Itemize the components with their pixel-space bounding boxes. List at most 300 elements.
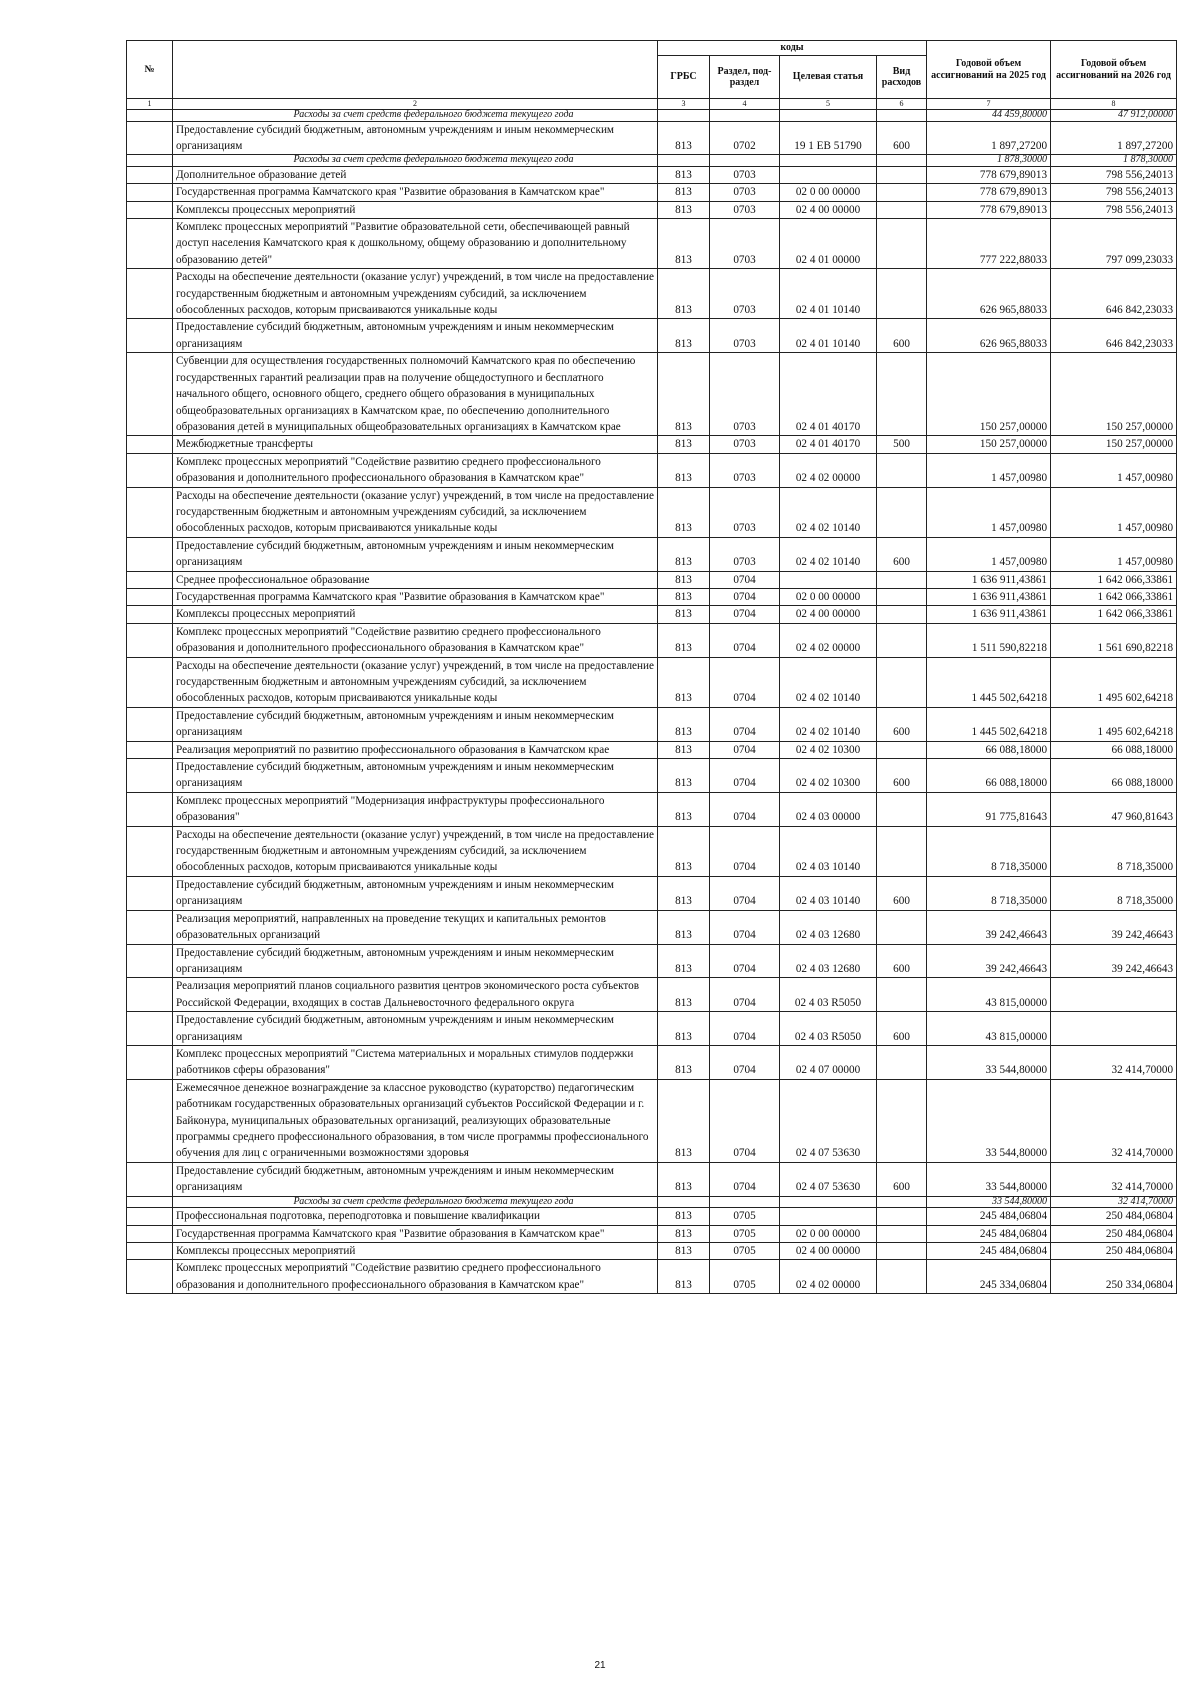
row-num-cell <box>127 623 173 657</box>
row-section-cell: 0705 <box>710 1242 780 1259</box>
row-year1-cell: 150 257,00000 <box>927 353 1051 436</box>
row-year2-cell: 66 088,18000 <box>1051 759 1177 793</box>
row-year2-cell: 250 334,06804 <box>1051 1260 1177 1294</box>
row-type-cell: 600 <box>877 1012 927 1046</box>
row-num-cell <box>127 201 173 218</box>
row-type-cell: 600 <box>877 537 927 571</box>
row-year2-cell <box>1051 978 1177 1012</box>
row-grbs-cell: 813 <box>658 588 710 605</box>
row-section-cell: 0705 <box>710 1225 780 1242</box>
row-section-cell: 0705 <box>710 1208 780 1225</box>
row-type-cell <box>877 110 927 122</box>
row-target-cell <box>780 1208 877 1225</box>
row-name-cell: Комплексы процессных мероприятий <box>173 606 658 623</box>
row-name-cell: Расходы за счет средств федерального бюджета текущего года <box>173 110 658 122</box>
row-section-cell: 0704 <box>710 606 780 623</box>
table-row <box>127 1079 1177 1162</box>
table-row <box>127 588 1177 605</box>
row-section-cell: 0704 <box>710 623 780 657</box>
row-num-cell <box>127 436 173 453</box>
row-target-cell: 02 4 03 10140 <box>780 876 877 910</box>
row-year2-cell: 250 484,06804 <box>1051 1242 1177 1259</box>
row-target-cell: 02 4 01 40170 <box>780 353 877 436</box>
row-target-cell: 02 0 00 00000 <box>780 184 877 201</box>
row-year1-cell: 43 815,00000 <box>927 1012 1051 1046</box>
row-name-cell: Комплексы процессных мероприятий <box>173 1242 658 1259</box>
row-grbs-cell: 813 <box>658 436 710 453</box>
row-grbs-cell: 813 <box>658 219 710 269</box>
row-target-cell: 02 4 01 00000 <box>780 219 877 269</box>
row-name-cell: Комплекс процессных мероприятий "Модернизация инфраструктуры профессионального образования" <box>173 792 658 826</box>
table-row <box>127 1012 1177 1046</box>
row-target-cell <box>780 571 877 588</box>
row-num-cell <box>127 1225 173 1242</box>
row-name-cell: Предоставление субсидий бюджетным, автономным учреждениям и иным некоммерческим организациям <box>173 707 658 741</box>
row-grbs-cell: 813 <box>658 353 710 436</box>
budget-table <box>126 40 1177 1294</box>
row-type-cell <box>877 1260 927 1294</box>
row-name-cell: Комплексы процессных мероприятий <box>173 201 658 218</box>
row-grbs-cell: 813 <box>658 623 710 657</box>
row-section-cell: 0704 <box>710 588 780 605</box>
row-grbs-cell: 813 <box>658 759 710 793</box>
page-number: 21 <box>594 1660 606 1671</box>
row-num-cell <box>127 707 173 741</box>
header-section: Раздел, под-раздел <box>710 56 780 99</box>
row-type-cell: 600 <box>877 707 927 741</box>
row-target-cell: 02 4 02 00000 <box>780 453 877 487</box>
row-name-cell: Профессиональная подготовка, переподготовка и повышение квалификации <box>173 1208 658 1225</box>
table-row <box>127 741 1177 758</box>
row-type-cell <box>877 166 927 183</box>
header-num: № <box>127 41 173 99</box>
row-type-cell <box>877 184 927 201</box>
table-row <box>127 606 1177 623</box>
row-grbs-cell: 813 <box>658 453 710 487</box>
row-num-cell <box>127 1260 173 1294</box>
row-year2-cell: 1 642 066,33861 <box>1051 588 1177 605</box>
row-target-cell: 02 4 03 00000 <box>780 792 877 826</box>
row-year1-cell: 1 445 502,64218 <box>927 657 1051 707</box>
row-num-cell <box>127 606 173 623</box>
table-row <box>127 978 1177 1012</box>
table-row <box>127 1208 1177 1225</box>
row-section-cell: 0703 <box>710 184 780 201</box>
row-grbs-cell: 813 <box>658 876 710 910</box>
row-name-cell: Государственная программа Камчатского края "Развитие образования в Камчатском крае" <box>173 1225 658 1242</box>
row-section-cell: 0702 <box>710 121 780 155</box>
table-row <box>127 826 1177 876</box>
row-num-cell <box>127 571 173 588</box>
row-year2-cell: 8 718,35000 <box>1051 826 1177 876</box>
row-type-cell <box>877 269 927 319</box>
row-type-cell <box>877 571 927 588</box>
colnum-6: 6 <box>877 99 927 110</box>
row-name-cell: Комплекс процессных мероприятий "Содействие развитию среднего профессионального образования и дополнительного профессионального образования в Камчатском крае" <box>173 1260 658 1294</box>
row-type-cell <box>877 201 927 218</box>
colnum-2: 2 <box>173 99 658 110</box>
row-year1-cell: 778 679,89013 <box>927 201 1051 218</box>
row-grbs-cell: 813 <box>658 826 710 876</box>
row-name-cell: Межбюджетные трансферты <box>173 436 658 453</box>
row-year1-cell: 33 544,80000 <box>927 1079 1051 1162</box>
row-year1-cell: 626 965,88033 <box>927 269 1051 319</box>
colnum-1: 1 <box>127 99 173 110</box>
row-grbs-cell <box>658 1196 710 1208</box>
row-target-cell: 02 4 02 10140 <box>780 657 877 707</box>
row-target-cell: 02 4 07 53630 <box>780 1162 877 1196</box>
row-year1-cell: 778 679,89013 <box>927 166 1051 183</box>
row-grbs-cell <box>658 110 710 122</box>
row-num-cell <box>127 1242 173 1259</box>
row-num-cell <box>127 910 173 944</box>
row-target-cell: 02 4 01 10140 <box>780 319 877 353</box>
row-name-cell: Комплекс процессных мероприятий "Система материальных и моральных стимулов поддержки работников сферы образования" <box>173 1045 658 1079</box>
row-year2-cell: 250 484,06804 <box>1051 1208 1177 1225</box>
row-type-cell <box>877 487 927 537</box>
row-section-cell: 0704 <box>710 657 780 707</box>
row-type-cell <box>877 741 927 758</box>
row-year2-cell: 39 242,46643 <box>1051 910 1177 944</box>
table-row <box>127 759 1177 793</box>
row-target-cell <box>780 110 877 122</box>
row-year2-cell: 66 088,18000 <box>1051 741 1177 758</box>
row-num-cell <box>127 166 173 183</box>
row-year2-cell: 8 718,35000 <box>1051 876 1177 910</box>
row-target-cell: 02 4 02 10140 <box>780 537 877 571</box>
row-name-cell: Реализация мероприятий планов социального развития центров экономического роста субъектов Российской Федерации, входящих в состав Дальневосточного федерального округа <box>173 978 658 1012</box>
table-row <box>127 657 1177 707</box>
row-type-cell <box>877 1225 927 1242</box>
row-year1-cell: 626 965,88033 <box>927 319 1051 353</box>
header-target: Целевая статья <box>780 56 877 99</box>
budget-sheet <box>126 40 1176 1294</box>
row-year2-cell: 798 556,24013 <box>1051 166 1177 183</box>
row-grbs-cell: 813 <box>658 1079 710 1162</box>
row-year1-cell: 39 242,46643 <box>927 910 1051 944</box>
row-grbs-cell: 813 <box>658 1225 710 1242</box>
federal-budget-note-row <box>127 110 1177 122</box>
row-year1-cell: 66 088,18000 <box>927 759 1051 793</box>
row-name-cell: Субвенции для осуществления государственных полномочий Камчатского края по обеспечению государственных гарантий реализации прав на получение общедоступного и бесплатного начального общего, основного общего, среднего общего образования в муниципальных общеобразовательных организациях в Камчатском крае, по обеспечению дополнительного образования детей в муниципальных общеобразовательных организациях в Камчатском крае <box>173 353 658 436</box>
row-year1-cell: 1 457,00980 <box>927 453 1051 487</box>
row-grbs-cell: 813 <box>658 606 710 623</box>
row-name-cell: Государственная программа Камчатского края "Развитие образования в Камчатском крае" <box>173 588 658 605</box>
row-num-cell <box>127 269 173 319</box>
row-year2-cell: 150 257,00000 <box>1051 353 1177 436</box>
row-year1-cell: 1 511 590,82218 <box>927 623 1051 657</box>
row-target-cell <box>780 166 877 183</box>
row-type-cell: 600 <box>877 1162 927 1196</box>
row-year2-cell: 798 556,24013 <box>1051 201 1177 218</box>
row-year1-cell: 44 459,80000 <box>927 110 1051 122</box>
row-num-cell <box>127 657 173 707</box>
row-num-cell <box>127 184 173 201</box>
table-row <box>127 1260 1177 1294</box>
row-num-cell <box>127 1012 173 1046</box>
row-section-cell <box>710 155 780 167</box>
row-year1-cell: 245 484,06804 <box>927 1242 1051 1259</box>
row-grbs-cell: 813 <box>658 571 710 588</box>
table-row <box>127 537 1177 571</box>
table-row <box>127 269 1177 319</box>
row-name-cell: Предоставление субсидий бюджетным, автономным учреждениям и иным некоммерческим организациям <box>173 944 658 978</box>
row-target-cell: 02 4 02 10140 <box>780 487 877 537</box>
header-row-1 <box>127 41 1177 56</box>
row-name-cell: Предоставление субсидий бюджетным, автономным учреждениям и иным некоммерческим организациям <box>173 319 658 353</box>
row-type-cell: 500 <box>877 436 927 453</box>
row-num-cell <box>127 487 173 537</box>
row-num-cell <box>127 1045 173 1079</box>
row-target-cell: 02 4 07 00000 <box>780 1045 877 1079</box>
row-type-cell <box>877 588 927 605</box>
table-row <box>127 876 1177 910</box>
row-section-cell: 0703 <box>710 453 780 487</box>
row-section-cell: 0704 <box>710 876 780 910</box>
row-grbs-cell: 813 <box>658 792 710 826</box>
colnum-4: 4 <box>710 99 780 110</box>
row-section-cell: 0704 <box>710 1012 780 1046</box>
row-year2-cell: 646 842,23033 <box>1051 319 1177 353</box>
row-num-cell <box>127 319 173 353</box>
row-target-cell: 02 4 02 00000 <box>780 623 877 657</box>
table-row <box>127 166 1177 183</box>
row-year1-cell: 39 242,46643 <box>927 944 1051 978</box>
row-year1-cell: 1 636 911,43861 <box>927 571 1051 588</box>
row-target-cell: 02 4 03 12680 <box>780 910 877 944</box>
row-target-cell: 02 4 03 10140 <box>780 826 877 876</box>
row-name-cell: Ежемесячное денежное вознаграждение за классное руководство (кураторство) педагогическим работникам государственных образовательных организаций субъектов Российской Федерации и г. Байконура, муниципальных образовательных организаций, реализующих образовательные программы среднего профессионального образования, в том числе программы профессионального обучения для лиц с ограниченными возможностями здоровья <box>173 1079 658 1162</box>
row-section-cell: 0703 <box>710 219 780 269</box>
row-section-cell: 0703 <box>710 269 780 319</box>
row-num-cell <box>127 792 173 826</box>
column-number-row <box>127 99 1177 110</box>
row-num-cell <box>127 453 173 487</box>
row-target-cell <box>780 1196 877 1208</box>
row-type-cell <box>877 623 927 657</box>
row-num-cell <box>127 1162 173 1196</box>
row-year2-cell: 150 257,00000 <box>1051 436 1177 453</box>
row-grbs-cell: 813 <box>658 1012 710 1046</box>
row-name-cell: Дополнительное образование детей <box>173 166 658 183</box>
table-row <box>127 623 1177 657</box>
row-name-cell: Расходы на обеспечение деятельности (оказание услуг) учреждений, в том числе на предоставление государственным бюджетным и автономным учреждениям субсидий, за исключением обособленных расходов, которым присваиваются уникальные коды <box>173 826 658 876</box>
row-type-cell: 600 <box>877 876 927 910</box>
row-year2-cell: 32 414,70000 <box>1051 1079 1177 1162</box>
table-row <box>127 184 1177 201</box>
row-grbs-cell: 813 <box>658 1208 710 1225</box>
row-grbs-cell: 813 <box>658 910 710 944</box>
row-name-cell: Предоставление субсидий бюджетным, автономным учреждениям и иным некоммерческим организациям <box>173 876 658 910</box>
row-grbs-cell: 813 <box>658 537 710 571</box>
row-section-cell: 0704 <box>710 759 780 793</box>
table-body <box>127 110 1177 1294</box>
row-section-cell: 0704 <box>710 826 780 876</box>
row-type-cell <box>877 978 927 1012</box>
row-section-cell: 0703 <box>710 353 780 436</box>
row-target-cell: 02 4 02 00000 <box>780 1260 877 1294</box>
row-target-cell: 02 4 03 R5050 <box>780 978 877 1012</box>
row-section-cell: 0704 <box>710 741 780 758</box>
row-num-cell <box>127 826 173 876</box>
row-grbs-cell: 813 <box>658 269 710 319</box>
row-year2-cell: 797 099,23033 <box>1051 219 1177 269</box>
row-year2-cell: 1 897,27200 <box>1051 121 1177 155</box>
colnum-5: 5 <box>780 99 877 110</box>
table-row <box>127 944 1177 978</box>
row-num-cell <box>127 1208 173 1225</box>
row-year1-cell: 91 775,81643 <box>927 792 1051 826</box>
row-year1-cell: 33 544,80000 <box>927 1045 1051 1079</box>
row-num-cell <box>127 219 173 269</box>
row-section-cell: 0704 <box>710 944 780 978</box>
row-year1-cell: 245 484,06804 <box>927 1208 1051 1225</box>
row-year1-cell: 1 878,30000 <box>927 155 1051 167</box>
row-type-cell <box>877 1079 927 1162</box>
table-row <box>127 201 1177 218</box>
row-year2-cell: 1 642 066,33861 <box>1051 606 1177 623</box>
row-year2-cell: 1 495 602,64218 <box>1051 657 1177 707</box>
row-type-cell <box>877 910 927 944</box>
row-section-cell: 0703 <box>710 537 780 571</box>
row-num-cell <box>127 876 173 910</box>
row-section-cell: 0704 <box>710 571 780 588</box>
row-section-cell: 0704 <box>710 1045 780 1079</box>
row-year2-cell: 250 484,06804 <box>1051 1225 1177 1242</box>
table-row <box>127 571 1177 588</box>
row-num-cell <box>127 353 173 436</box>
row-type-cell: 600 <box>877 944 927 978</box>
row-grbs-cell: 813 <box>658 944 710 978</box>
row-grbs-cell <box>658 155 710 167</box>
row-section-cell <box>710 110 780 122</box>
row-num-cell <box>127 155 173 167</box>
row-target-cell: 02 4 02 10300 <box>780 759 877 793</box>
row-grbs-cell: 813 <box>658 1045 710 1079</box>
row-grbs-cell: 813 <box>658 487 710 537</box>
row-section-cell: 0705 <box>710 1260 780 1294</box>
row-year1-cell: 778 679,89013 <box>927 184 1051 201</box>
row-name-cell: Комплекс процессных мероприятий "Содействие развитию среднего профессионального образования и дополнительного профессионального образования в Камчатском крае" <box>173 623 658 657</box>
row-year1-cell: 1 636 911,43861 <box>927 588 1051 605</box>
row-num-cell <box>127 588 173 605</box>
row-year1-cell: 66 088,18000 <box>927 741 1051 758</box>
colnum-7: 7 <box>927 99 1051 110</box>
row-target-cell: 02 0 00 00000 <box>780 588 877 605</box>
row-type-cell <box>877 1242 927 1259</box>
table-row <box>127 707 1177 741</box>
row-section-cell: 0703 <box>710 319 780 353</box>
row-grbs-cell: 813 <box>658 1162 710 1196</box>
row-year2-cell <box>1051 1012 1177 1046</box>
row-year1-cell: 245 334,06804 <box>927 1260 1051 1294</box>
row-name-cell: Среднее профессиональное образование <box>173 571 658 588</box>
header-name <box>173 41 658 99</box>
row-grbs-cell: 813 <box>658 741 710 758</box>
table-row <box>127 319 1177 353</box>
row-section-cell: 0704 <box>710 792 780 826</box>
row-name-cell: Расходы за счет средств федерального бюджета текущего года <box>173 155 658 167</box>
row-type-cell <box>877 353 927 436</box>
row-year1-cell: 43 815,00000 <box>927 978 1051 1012</box>
row-name-cell: Реализация мероприятий по развитию профессионального образования в Камчатском крае <box>173 741 658 758</box>
row-grbs-cell: 813 <box>658 1260 710 1294</box>
row-grbs-cell: 813 <box>658 1242 710 1259</box>
row-target-cell: 02 0 00 00000 <box>780 1225 877 1242</box>
table-row <box>127 219 1177 269</box>
row-type-cell <box>877 1045 927 1079</box>
row-target-cell: 02 4 02 10300 <box>780 741 877 758</box>
row-year2-cell: 32 414,70000 <box>1051 1196 1177 1208</box>
table-row <box>127 792 1177 826</box>
row-year1-cell: 1 897,27200 <box>927 121 1051 155</box>
row-year1-cell: 8 718,35000 <box>927 876 1051 910</box>
row-year1-cell: 8 718,35000 <box>927 826 1051 876</box>
header-type: Вид расходов <box>877 56 927 99</box>
row-year1-cell: 1 457,00980 <box>927 537 1051 571</box>
row-target-cell: 02 4 01 10140 <box>780 269 877 319</box>
row-year2-cell: 646 842,23033 <box>1051 269 1177 319</box>
row-year2-cell: 1 878,30000 <box>1051 155 1177 167</box>
row-type-cell <box>877 453 927 487</box>
row-num-cell <box>127 121 173 155</box>
row-section-cell: 0704 <box>710 1079 780 1162</box>
row-section-cell: 0703 <box>710 487 780 537</box>
row-type-cell <box>877 155 927 167</box>
table-row <box>127 910 1177 944</box>
row-num-cell <box>127 978 173 1012</box>
row-year2-cell: 32 414,70000 <box>1051 1045 1177 1079</box>
row-name-cell: Расходы на обеспечение деятельности (оказание услуг) учреждений, в том числе на предоставление государственным бюджетным и автономным учреждениям субсидий, за исключением обособленных расходов, которым присваиваются уникальные коды <box>173 487 658 537</box>
row-type-cell <box>877 826 927 876</box>
row-year2-cell: 1 457,00980 <box>1051 453 1177 487</box>
row-type-cell: 600 <box>877 759 927 793</box>
row-year2-cell: 1 561 690,82218 <box>1051 623 1177 657</box>
row-target-cell: 02 4 03 12680 <box>780 944 877 978</box>
table-row <box>127 436 1177 453</box>
row-section-cell: 0703 <box>710 166 780 183</box>
row-name-cell: Предоставление субсидий бюджетным, автономным учреждениям и иным некоммерческим организациям <box>173 1012 658 1046</box>
row-year2-cell: 1 457,00980 <box>1051 537 1177 571</box>
row-year1-cell: 777 222,88033 <box>927 219 1051 269</box>
row-section-cell: 0703 <box>710 436 780 453</box>
table-row <box>127 1045 1177 1079</box>
table-row <box>127 121 1177 155</box>
row-section-cell: 0703 <box>710 201 780 218</box>
row-type-cell <box>877 606 927 623</box>
row-section-cell: 0704 <box>710 910 780 944</box>
row-target-cell <box>780 155 877 167</box>
row-grbs-cell: 813 <box>658 657 710 707</box>
row-name-cell: Реализация мероприятий, направленных на проведение текущих и капитальных ремонтов образовательных организаций <box>173 910 658 944</box>
header-grbs: ГРБС <box>658 56 710 99</box>
header-year2: Годовой объем ассигнований на 2026 год <box>1051 41 1177 99</box>
table-row <box>127 1242 1177 1259</box>
row-num-cell <box>127 1079 173 1162</box>
row-grbs-cell: 813 <box>658 978 710 1012</box>
header-codes: коды <box>658 41 927 56</box>
row-year2-cell: 1 495 602,64218 <box>1051 707 1177 741</box>
row-name-cell: Расходы на обеспечение деятельности (оказание услуг) учреждений, в том числе на предоставление государственным бюджетным и автономным учреждениям субсидий, за исключением обособленных расходов, которым присваиваются уникальные коды <box>173 269 658 319</box>
row-name-cell: Расходы на обеспечение деятельности (оказание услуг) учреждений, в том числе на предоставление государственным бюджетным и автономным учреждениям субсидий, за исключением обособленных расходов, которым присваиваются уникальные коды <box>173 657 658 707</box>
table-row <box>127 1162 1177 1196</box>
row-grbs-cell: 813 <box>658 707 710 741</box>
row-num-cell <box>127 759 173 793</box>
row-name-cell: Расходы за счет средств федерального бюджета текущего года <box>173 1196 658 1208</box>
row-year1-cell: 245 484,06804 <box>927 1225 1051 1242</box>
row-year2-cell: 47 912,00000 <box>1051 110 1177 122</box>
row-num-cell <box>127 537 173 571</box>
